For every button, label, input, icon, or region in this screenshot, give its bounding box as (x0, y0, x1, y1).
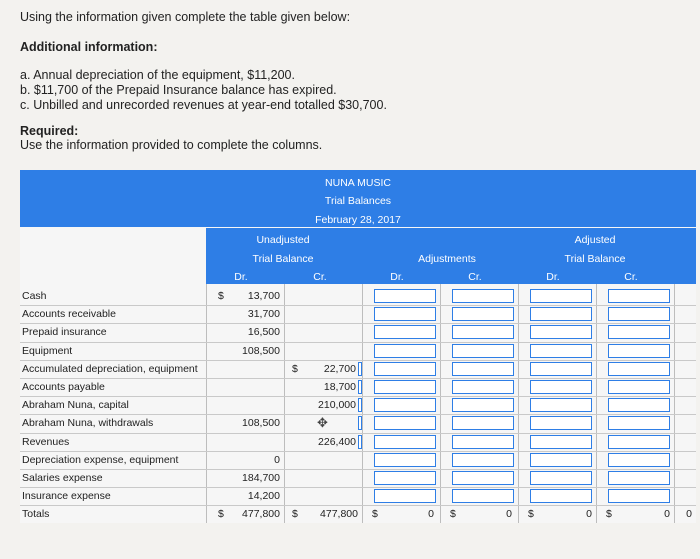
total-extra-value: 0 (686, 508, 692, 521)
input-cell-adj-dr[interactable] (374, 453, 436, 467)
adj-cr-header: Cr. (468, 271, 482, 283)
unadj-dr-value: 16,500 (247, 326, 280, 339)
input-cell-final-dr[interactable] (530, 471, 592, 485)
input-cell-adj-dr[interactable] (374, 489, 436, 503)
input-cell-final-dr[interactable] (530, 325, 592, 339)
unadj-dr-value: 13,700 (247, 290, 280, 302)
input-cell-adj-dr[interactable] (374, 435, 436, 449)
input-cell-final-cr[interactable] (608, 289, 670, 303)
input-cell-adj-cr[interactable] (452, 362, 514, 376)
total-unadj-cr: 477,800 (320, 508, 358, 521)
input-cell-adj-cr[interactable] (452, 435, 514, 449)
adjusted-sub-label: Trial Balance (564, 253, 626, 265)
input-cell-adj-dr[interactable] (374, 471, 436, 485)
account-name: Abraham Nuna, withdrawals (22, 417, 154, 430)
trial-balance-worksheet (20, 170, 696, 523)
unadj-dr-value: 0 (274, 453, 280, 466)
total-final-cr: 0 (664, 508, 670, 521)
additional-item-a: a. Annual depreciation of the equipment, $11,200. (20, 68, 295, 82)
input-cell-final-cr[interactable] (608, 471, 670, 485)
unadj-cr-value: 210,000 (318, 399, 356, 412)
required-heading: Required: (20, 124, 79, 138)
currency-sign: $ (450, 508, 456, 521)
input-cell-final-cr[interactable] (608, 307, 670, 321)
input-cell-final-cr[interactable] (608, 344, 670, 358)
move-cursor-icon: ✥ (317, 415, 328, 430)
totals-label: Totals (22, 508, 50, 521)
unadj-cr-value: 226,400 (318, 435, 356, 448)
input-cell-final-dr[interactable] (530, 416, 592, 430)
input-cell-adj-dr[interactable] (374, 380, 436, 394)
input-cell-unadj-cr[interactable] (358, 435, 362, 449)
account-name: Accumulated depreciation, equipment (22, 362, 198, 375)
total-adj-dr: 0 (428, 508, 434, 521)
unadj-dr-value: 108,500 (242, 344, 280, 357)
account-name: Insurance expense (22, 490, 111, 503)
input-cell-final-dr[interactable] (530, 453, 592, 467)
input-cell-adj-dr[interactable] (374, 344, 436, 358)
account-name: Cash (22, 290, 47, 302)
input-cell-final-dr[interactable] (530, 435, 592, 449)
input-cell-adj-cr[interactable] (452, 344, 514, 358)
final-dr-header: Dr. (546, 271, 560, 283)
input-cell-adj-dr[interactable] (374, 325, 436, 339)
input-cell-final-dr[interactable] (530, 344, 592, 358)
currency-sign: $ (528, 508, 534, 521)
currency-sign: $ (218, 290, 224, 302)
input-cell-final-cr[interactable] (608, 453, 670, 467)
account-name: Depreciation expense, equipment (22, 453, 179, 466)
total-adj-cr: 0 (506, 508, 512, 521)
input-cell-unadj-cr[interactable] (358, 416, 362, 430)
input-cell-unadj-cr[interactable] (358, 398, 362, 412)
unadjusted-sub-label: Trial Balance (252, 253, 314, 265)
header-blank (20, 228, 206, 284)
input-cell-final-cr[interactable] (608, 489, 670, 503)
unadj-cr-value: 22,700 (323, 362, 356, 375)
input-cell-final-cr[interactable] (608, 325, 670, 339)
unadj-dr-header: Dr. (234, 271, 248, 283)
additional-item-c: c. Unbilled and unrecorded revenues at year-end totalled $30,700. (20, 98, 387, 112)
input-cell-adj-cr[interactable] (452, 471, 514, 485)
input-cell-unadj-cr[interactable] (358, 380, 362, 394)
input-cell-adj-cr[interactable] (452, 325, 514, 339)
account-name: Accounts receivable (22, 308, 116, 321)
input-cell-adj-cr[interactable] (452, 489, 514, 503)
input-cell-final-dr[interactable] (530, 289, 592, 303)
final-cr-header: Cr. (624, 271, 638, 283)
input-cell-adj-cr[interactable] (452, 416, 514, 430)
account-name: Equipment (22, 344, 73, 357)
input-cell-final-dr[interactable] (530, 489, 592, 503)
input-cell-final-cr[interactable] (608, 380, 670, 394)
input-cell-unadj-cr[interactable] (358, 362, 362, 376)
instruction-text: Using the information given complete the table given below: (20, 10, 351, 24)
currency-sign: $ (218, 508, 224, 521)
adjustments-label: Adjustments (418, 253, 476, 265)
unadj-cr-value: 18,700 (323, 381, 356, 393)
account-name: Abraham Nuna, capital (22, 399, 129, 412)
unadjusted-label: Unadjusted (256, 234, 310, 246)
input-cell-final-cr[interactable] (608, 362, 670, 376)
unadj-dr-value: 14,200 (247, 490, 280, 503)
currency-sign: $ (292, 508, 298, 521)
input-cell-adj-dr[interactable] (374, 362, 436, 376)
account-name: Prepaid insurance (22, 326, 107, 339)
statement-date: February 28, 2017 (315, 214, 401, 226)
input-cell-final-dr[interactable] (530, 398, 592, 412)
input-cell-adj-dr[interactable] (374, 416, 436, 430)
input-cell-final-cr[interactable] (608, 416, 670, 430)
input-cell-adj-dr[interactable] (374, 307, 436, 321)
input-cell-adj-dr[interactable] (374, 398, 436, 412)
input-cell-final-dr[interactable] (530, 307, 592, 321)
input-cell-adj-cr[interactable] (452, 380, 514, 394)
adj-dr-header: Dr. (390, 271, 404, 283)
additional-item-b: b. $11,700 of the Prepaid Insurance balance has expired. (20, 83, 337, 97)
input-cell-adj-cr[interactable] (452, 307, 514, 321)
input-cell-final-cr[interactable] (608, 398, 670, 412)
total-unadj-dr: 477,800 (242, 508, 280, 521)
unadj-dr-value: 184,700 (242, 472, 280, 484)
account-name: Salaries expense (22, 472, 103, 484)
input-cell-adj-dr[interactable] (374, 289, 436, 303)
input-cell-adj-cr[interactable] (452, 453, 514, 467)
input-cell-final-cr[interactable] (608, 435, 670, 449)
unadj-dr-value: 108,500 (242, 417, 280, 430)
company-name: NUNA MUSIC (325, 177, 391, 189)
account-name: Accounts payable (22, 381, 105, 393)
input-cell-final-dr[interactable] (530, 380, 592, 394)
total-final-dr: 0 (586, 508, 592, 521)
statement-name: Trial Balances (324, 195, 392, 207)
currency-sign: $ (372, 508, 378, 521)
unadj-dr-value: 31,700 (247, 308, 280, 321)
additional-info-heading: Additional information: (20, 40, 158, 54)
input-cell-final-dr[interactable] (530, 362, 592, 376)
required-text: Use the information provided to complete the columns. (20, 138, 323, 152)
adjusted-label: Adjusted (574, 234, 616, 246)
account-name: Revenues (22, 435, 70, 448)
input-cell-adj-cr[interactable] (452, 289, 514, 303)
currency-sign: $ (606, 508, 612, 521)
unadj-cr-header: Cr. (313, 271, 327, 283)
currency-sign: $ (292, 362, 298, 375)
input-cell-adj-cr[interactable] (452, 398, 514, 412)
